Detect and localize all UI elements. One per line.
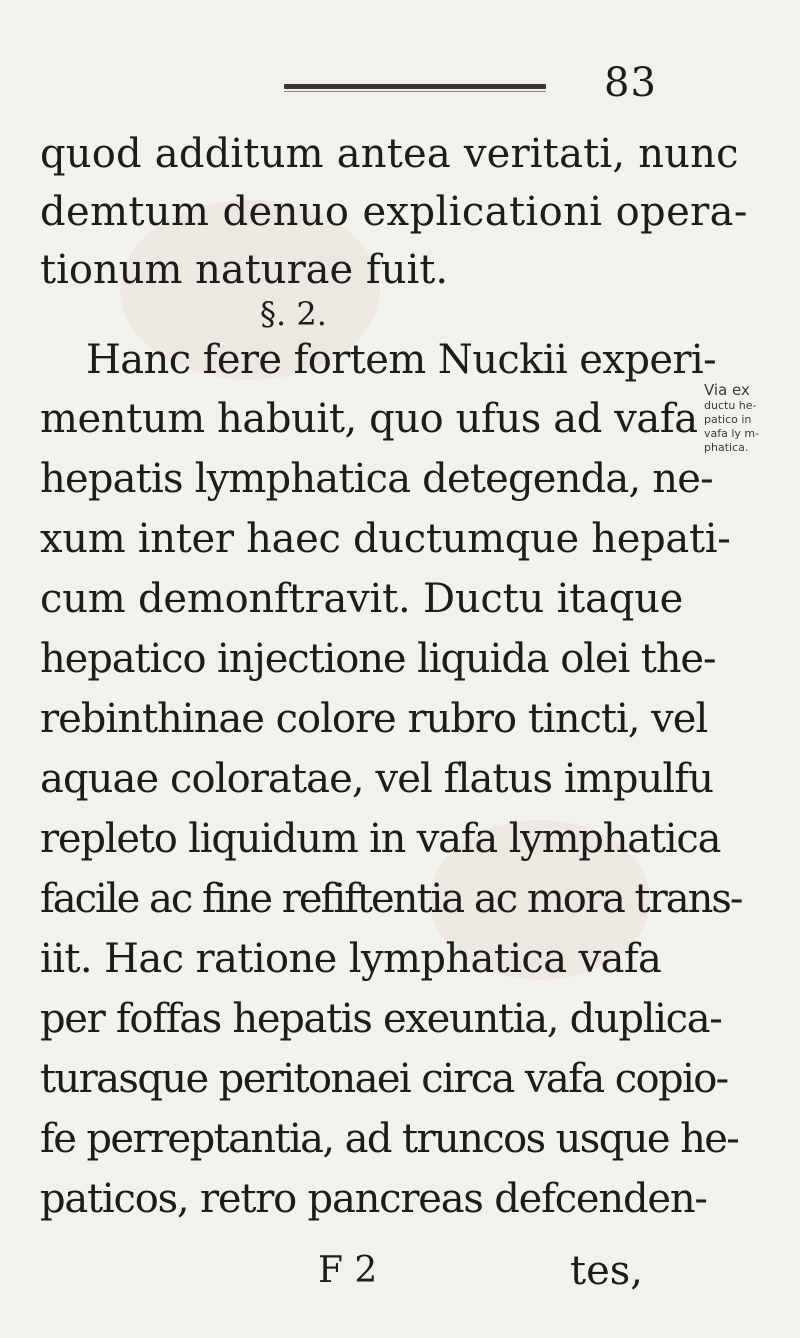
text-line: Hanc fere fortem Nuckii experi-: [86, 337, 717, 383]
text-line: hepatico injectione liquida olei the-: [40, 636, 716, 682]
text-line: demtum denuo explicationi opera-: [40, 189, 748, 235]
text-line: aquae coloratae, vel flatus impulfu: [40, 756, 714, 802]
text-line: paticos, retro pancreas defcenden-: [40, 1176, 707, 1222]
margin-note-line: phatica.: [704, 441, 749, 454]
section-mark: §. 2.: [260, 295, 327, 333]
text-line: facile ac fine refiftentia ac mora trans-: [40, 876, 742, 922]
margin-note-line: vafa ly m-: [704, 427, 760, 440]
text-line: rebinthinae colore rubro tincti, vel: [40, 696, 708, 742]
text-line: hepatis lymphatica detegenda, ne-: [40, 456, 713, 502]
signature-mark: F 2: [318, 1250, 378, 1291]
margin-note-line: patico in: [704, 413, 752, 426]
text-line: per foffas hepatis exeuntia, duplica-: [40, 996, 722, 1042]
text-line: tionum naturae fuit.: [40, 247, 449, 293]
page-number: 83: [604, 60, 657, 106]
text-line: repleto liquidum in vafa lymphatica: [40, 816, 721, 862]
text-line: mentum habuit, quo ufus ad vafa: [40, 396, 698, 442]
text-line: cum demonftravit. Ductu itaque: [40, 576, 684, 622]
text-line: turasque peritonaei circa vafa copio-: [40, 1056, 728, 1102]
text-line: fe perreptantia, ad truncos usque he-: [40, 1116, 739, 1162]
margin-note-line: Via ex: [704, 381, 750, 399]
text-line: xum inter haec ductumque hepati-: [40, 516, 731, 562]
margin-note: [704, 381, 759, 455]
margin-note-line: ductu he-: [704, 399, 757, 412]
catchword: tes,: [570, 1248, 643, 1294]
text-line: quod additum antea veritati, nunc: [40, 131, 739, 177]
text-line: iit. Hac ratione lymphatica vafa: [40, 936, 662, 982]
header-rule: [284, 84, 546, 89]
